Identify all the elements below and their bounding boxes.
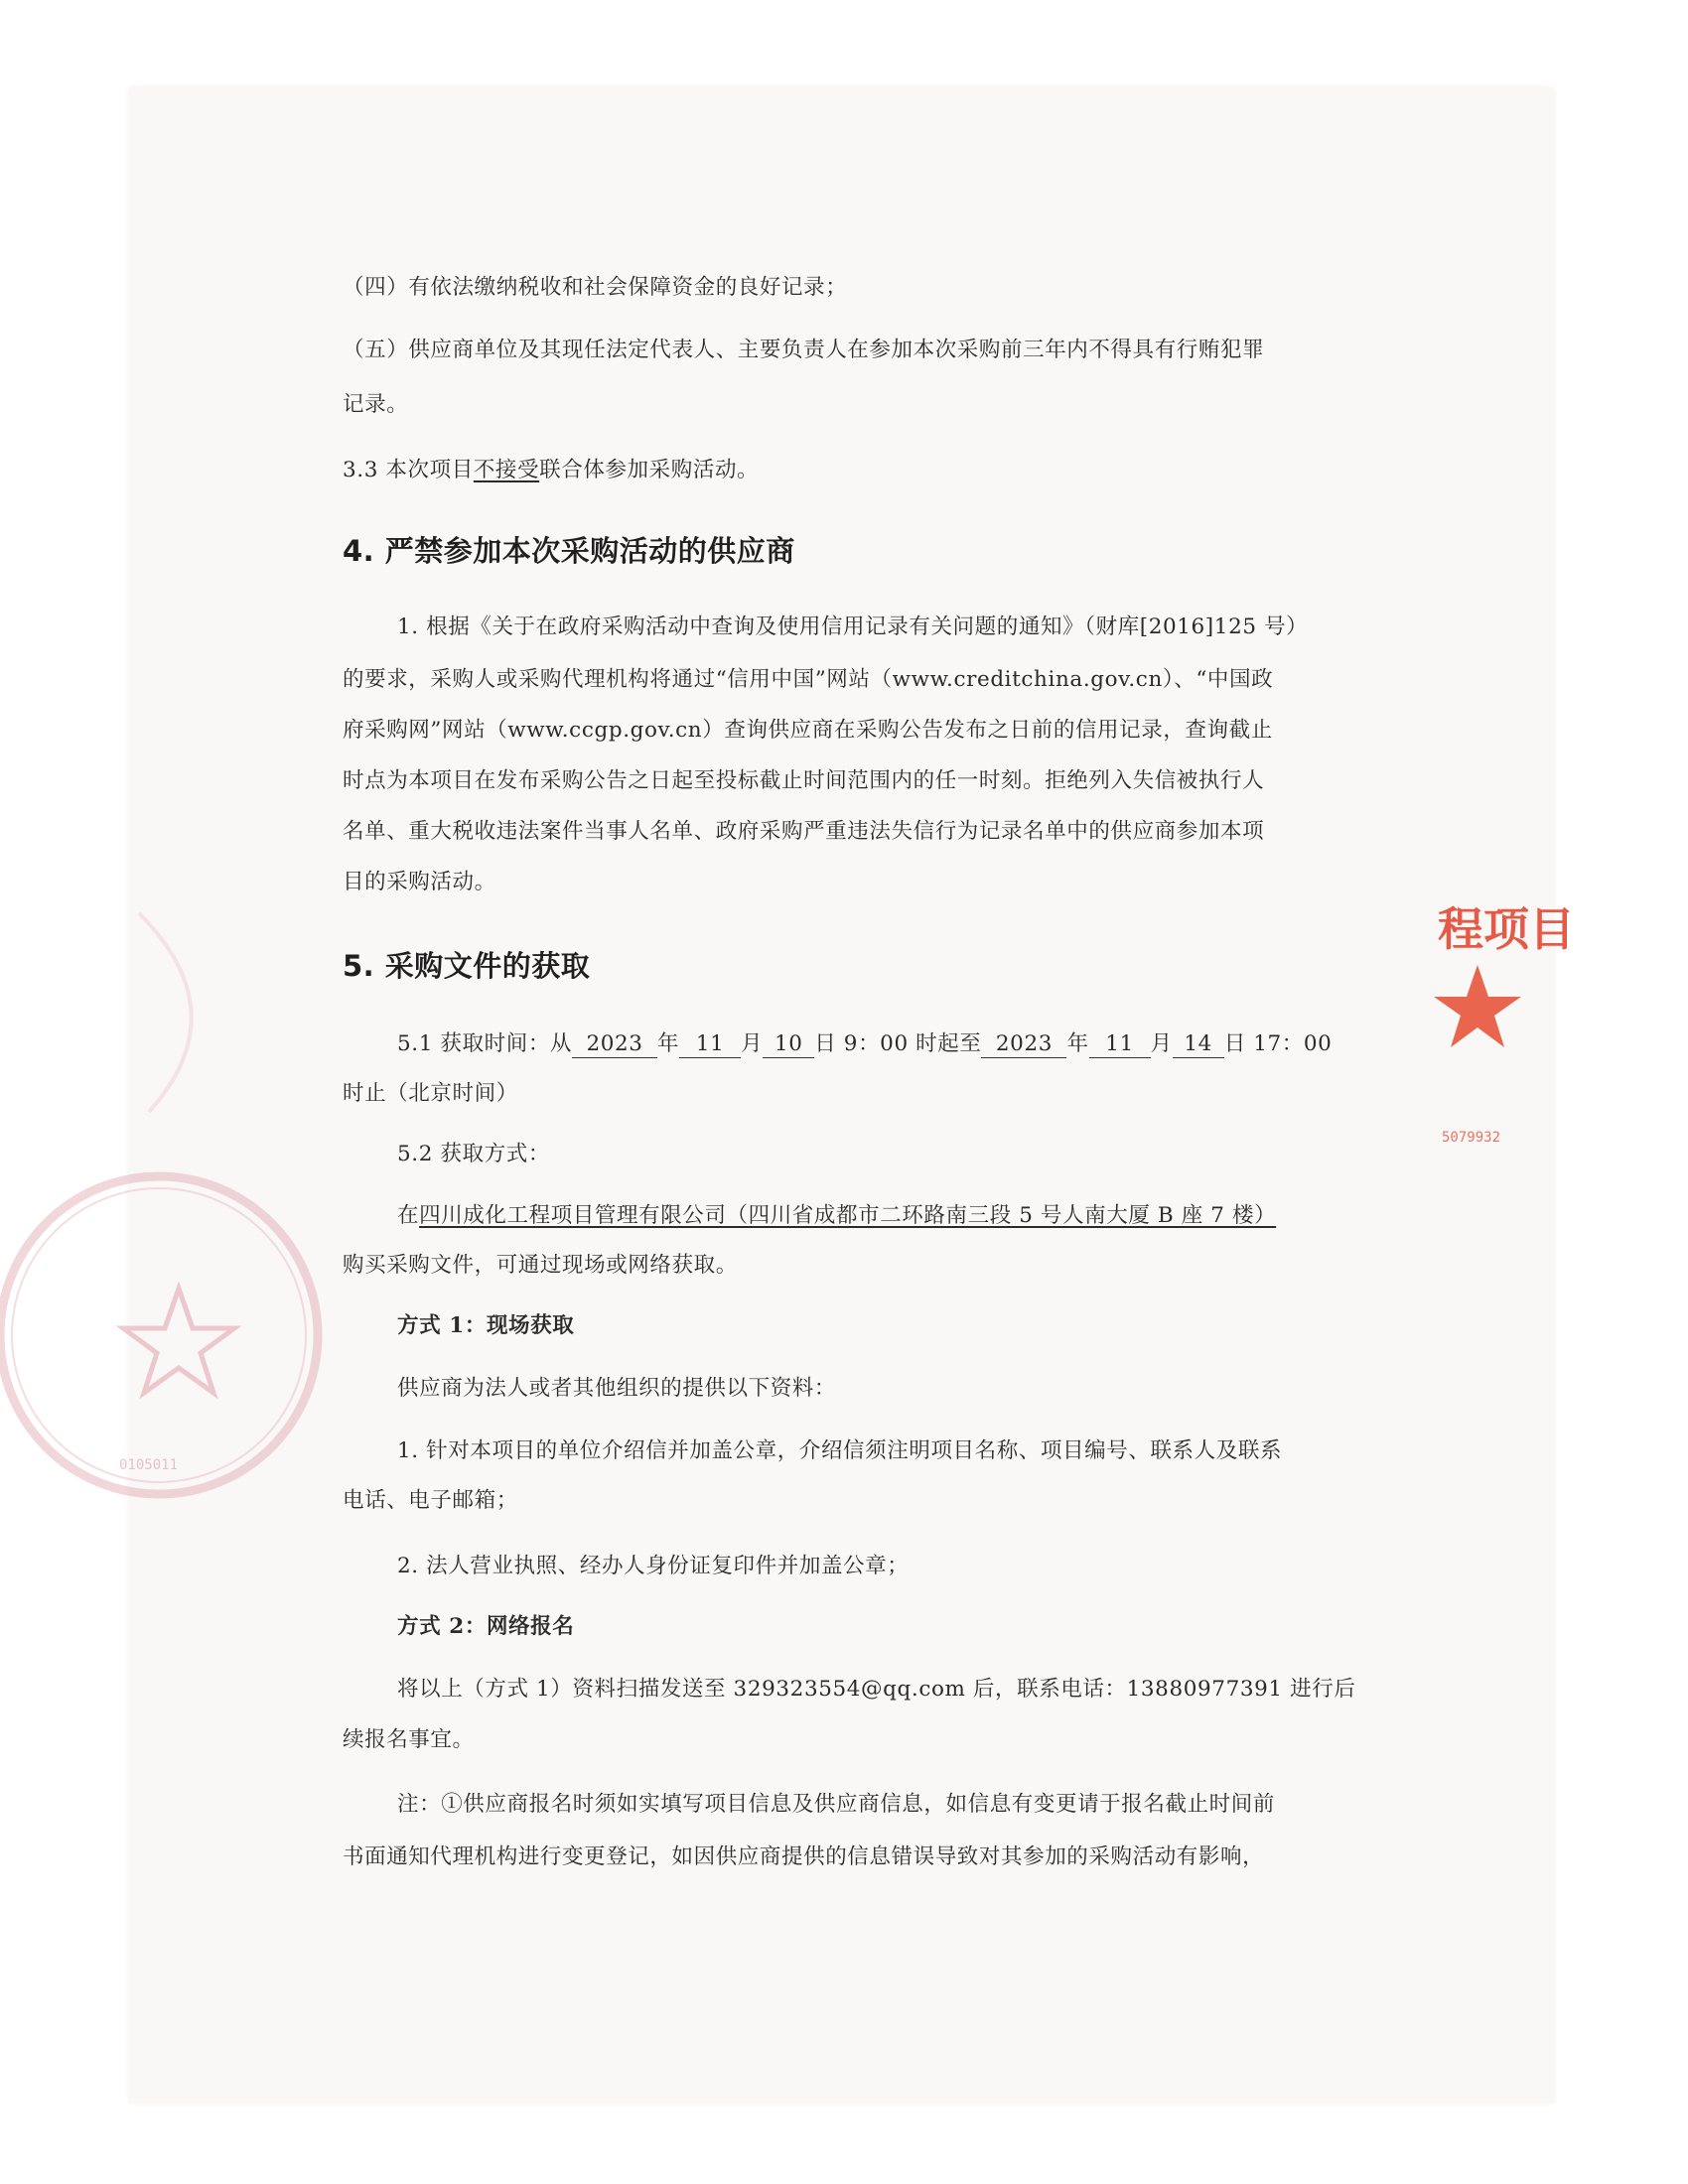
method-1-title: 方式 1：现场获取: [397, 1313, 575, 1338]
start-month: 11: [679, 1031, 741, 1058]
material-2: 2. 法人营业执照、经办人身份证复印件并加盖公章；: [397, 1554, 910, 1578]
address-line: 在四川成化工程项目管理有限公司（四川省成都市二环路南三段 5 号人南大厦 B 座 7 楼）: [397, 1203, 1277, 1228]
clause-4: （四）有依法缴纳税收和社会保障资金的良好记录；: [343, 275, 848, 300]
section-4-para-line-2: 的要求，采购人或采购代理机构将通过“信用中国”网站（www.creditchina.gov.cn）、“中国政: [343, 667, 1274, 692]
seal-text: 程项目: [1438, 902, 1575, 956]
seal-digits: 5079932: [1442, 1130, 1501, 1146]
end-year: 2023: [981, 1031, 1066, 1058]
section-5-heading: 5. 采购文件的获取: [343, 949, 591, 983]
material-1-line-2: 电话、电子邮箱；: [343, 1488, 518, 1513]
note-line-1: 注：①供应商报名时须如实填写项目信息及供应商信息，如信息有变更请于报名截止时间前: [397, 1792, 1276, 1817]
faint-star-icon: [123, 1289, 234, 1393]
online-registration-line-2: 续报名事宜。: [343, 1727, 475, 1752]
section-4-para-line-1: 1. 根据《关于在政府采购活动中查询及使用信用记录有关问题的通知》（财库[2016]125 号）: [397, 614, 1309, 639]
section-4-para-line-6: 目的采购活动。: [343, 870, 496, 894]
end-month: 11: [1089, 1031, 1151, 1058]
section-4-para-line-3: 府采购网”网站（www.ccgp.gov.cn）查询供应商在采购公告发布之日前的信用记录，查询截止: [343, 718, 1273, 743]
start-year: 2023: [572, 1031, 657, 1058]
end-day: 14: [1173, 1031, 1224, 1058]
seal-star-icon: [1434, 965, 1521, 1047]
start-day: 10: [763, 1031, 814, 1058]
supplier-materials-intro: 供应商为法人或者其他组织的提供以下资料：: [397, 1376, 837, 1401]
faint-seal-stamp-left: [99, 1171, 328, 1499]
not-accepted-text: 不接受: [473, 458, 540, 482]
section-4-para-line-4: 时点为本项目在发布采购公告之日起至投标截止时间范围内的任一时刻。拒绝列入失信被执行人: [343, 768, 1265, 793]
clause-5-line-1: （五）供应商单位及其现任法定代表人、主要负责人在参加本次采购前三年内不得具有行贿犯罪: [343, 338, 1265, 362]
agency-address: 四川成化工程项目管理有限公司（四川省成都市二环路南三段 5 号人南大厦 B 座 7 楼）: [419, 1203, 1277, 1228]
faint-stamp-arc: [129, 903, 248, 1122]
faint-seal-digits: 0105011: [119, 1457, 179, 1473]
material-1-line-1: 1. 针对本项目的单位介绍信并加盖公章，介绍信须注明项目名称、项目编号、联系人及联系: [397, 1438, 1283, 1463]
red-seal-stamp-right: [1430, 874, 1575, 1161]
note-line-2: 书面通知代理机构进行变更登记，如因供应商提供的信息错误导致对其参加的采购活动有影响，: [343, 1844, 1265, 1869]
online-registration-line-1: 将以上（方式 1）资料扫描发送至 329323554@qq.com 后，联系电话：13880977391 进行后: [397, 1677, 1356, 1702]
acquisition-time-line-2: 时止（北京时间）: [343, 1081, 518, 1106]
section-4-para-line-5: 名单、重大税收违法案件当事人名单、政府采购严重违法失信行为记录名单中的供应商参加本项: [343, 819, 1265, 844]
clause-5-line-2: 记录。: [343, 392, 409, 417]
clause-3-3: 3.3 本次项目不接受联合体参加采购活动。: [343, 458, 760, 482]
section-4-heading: 4. 严禁参加本次采购活动的供应商: [343, 534, 795, 568]
acquisition-method-title: 5.2 获取方式：: [397, 1142, 550, 1166]
purchase-doc-line: 购买采购文件，可通过现场或网络获取。: [343, 1253, 738, 1278]
method-2-title: 方式 2：网络报名: [397, 1614, 575, 1639]
acquisition-time-line: 5.1 获取时间：从 2023 年 11 月 10 日 9：00 时起至 2023 年 11 月 14 日 17：00: [397, 1031, 1333, 1056]
